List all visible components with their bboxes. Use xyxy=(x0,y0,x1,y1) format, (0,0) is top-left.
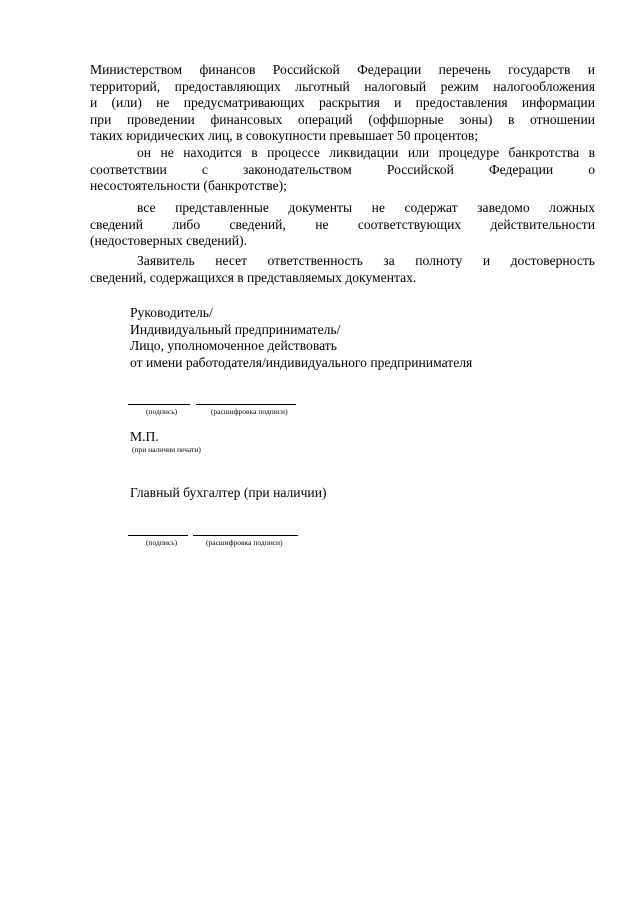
text-line: несостоятельности (банкротстве); xyxy=(90,178,287,194)
accountant-decoding-line[interactable] xyxy=(193,535,298,536)
text-line: соответствии с законодательством Российской Федерации о xyxy=(90,161,595,177)
accountant-signature-caption: (подпись) xyxy=(146,538,178,547)
text-line: сведений, содержащихся в представляемых документах. xyxy=(90,269,417,285)
paragraph-liquidation xyxy=(90,145,595,195)
text-line: и (или) не предусматривающих раскрытия и предоставления информации xyxy=(90,95,595,111)
signature-caption: (подпись) xyxy=(146,407,178,416)
accountant-signature-line[interactable] xyxy=(128,535,188,536)
signatory-line: Лицо, уполномоченное действовать xyxy=(130,338,337,353)
text-line: он не находится в процессе ликвидации или процедуре банкротства в xyxy=(137,145,595,160)
paragraph-documents xyxy=(90,200,595,250)
signatory-line: Индивидуальный предприниматель/ xyxy=(130,321,341,337)
text-line: (недостоверных сведений). xyxy=(90,233,247,249)
accountant-decoding-caption: (расшифровка подписи) xyxy=(206,538,283,547)
text-line: сведений либо сведений, не соответствующих действительности xyxy=(90,216,595,232)
accountant-label: Главный бухгалтер (при наличии) xyxy=(130,485,327,500)
decoding-line[interactable] xyxy=(196,404,296,405)
text-line: территорий, предоставляющих льготный налоговый режим налогообложения xyxy=(90,78,595,94)
signatory-block xyxy=(130,305,472,371)
signatory-line: от имени работодателя/индивидуального предпринимателя xyxy=(130,354,473,370)
stamp-label: М.П. xyxy=(130,429,159,444)
text-line: при проведении финансовых операций (оффшорные зоны) в отношении xyxy=(90,111,595,127)
paragraph-offshore xyxy=(90,62,595,145)
text-line: таких юридических лиц, в совокупности превышает 50 процентов; xyxy=(90,128,479,144)
text-line: Заявитель несет ответственность за полноту и достоверность xyxy=(137,253,595,268)
text-line: все представленные документы не содержат заведомо ложных xyxy=(137,200,595,215)
text-line: Министерством финансов Российской Федерации перечень государств и xyxy=(90,62,595,77)
decoding-caption: (расшифровка подписи) xyxy=(211,407,288,416)
paragraph-responsibility xyxy=(90,253,595,286)
signatory-line: Руководитель/ xyxy=(130,305,213,320)
signature-line[interactable] xyxy=(128,404,190,405)
stamp-caption: (при наличии печати) xyxy=(132,445,201,454)
